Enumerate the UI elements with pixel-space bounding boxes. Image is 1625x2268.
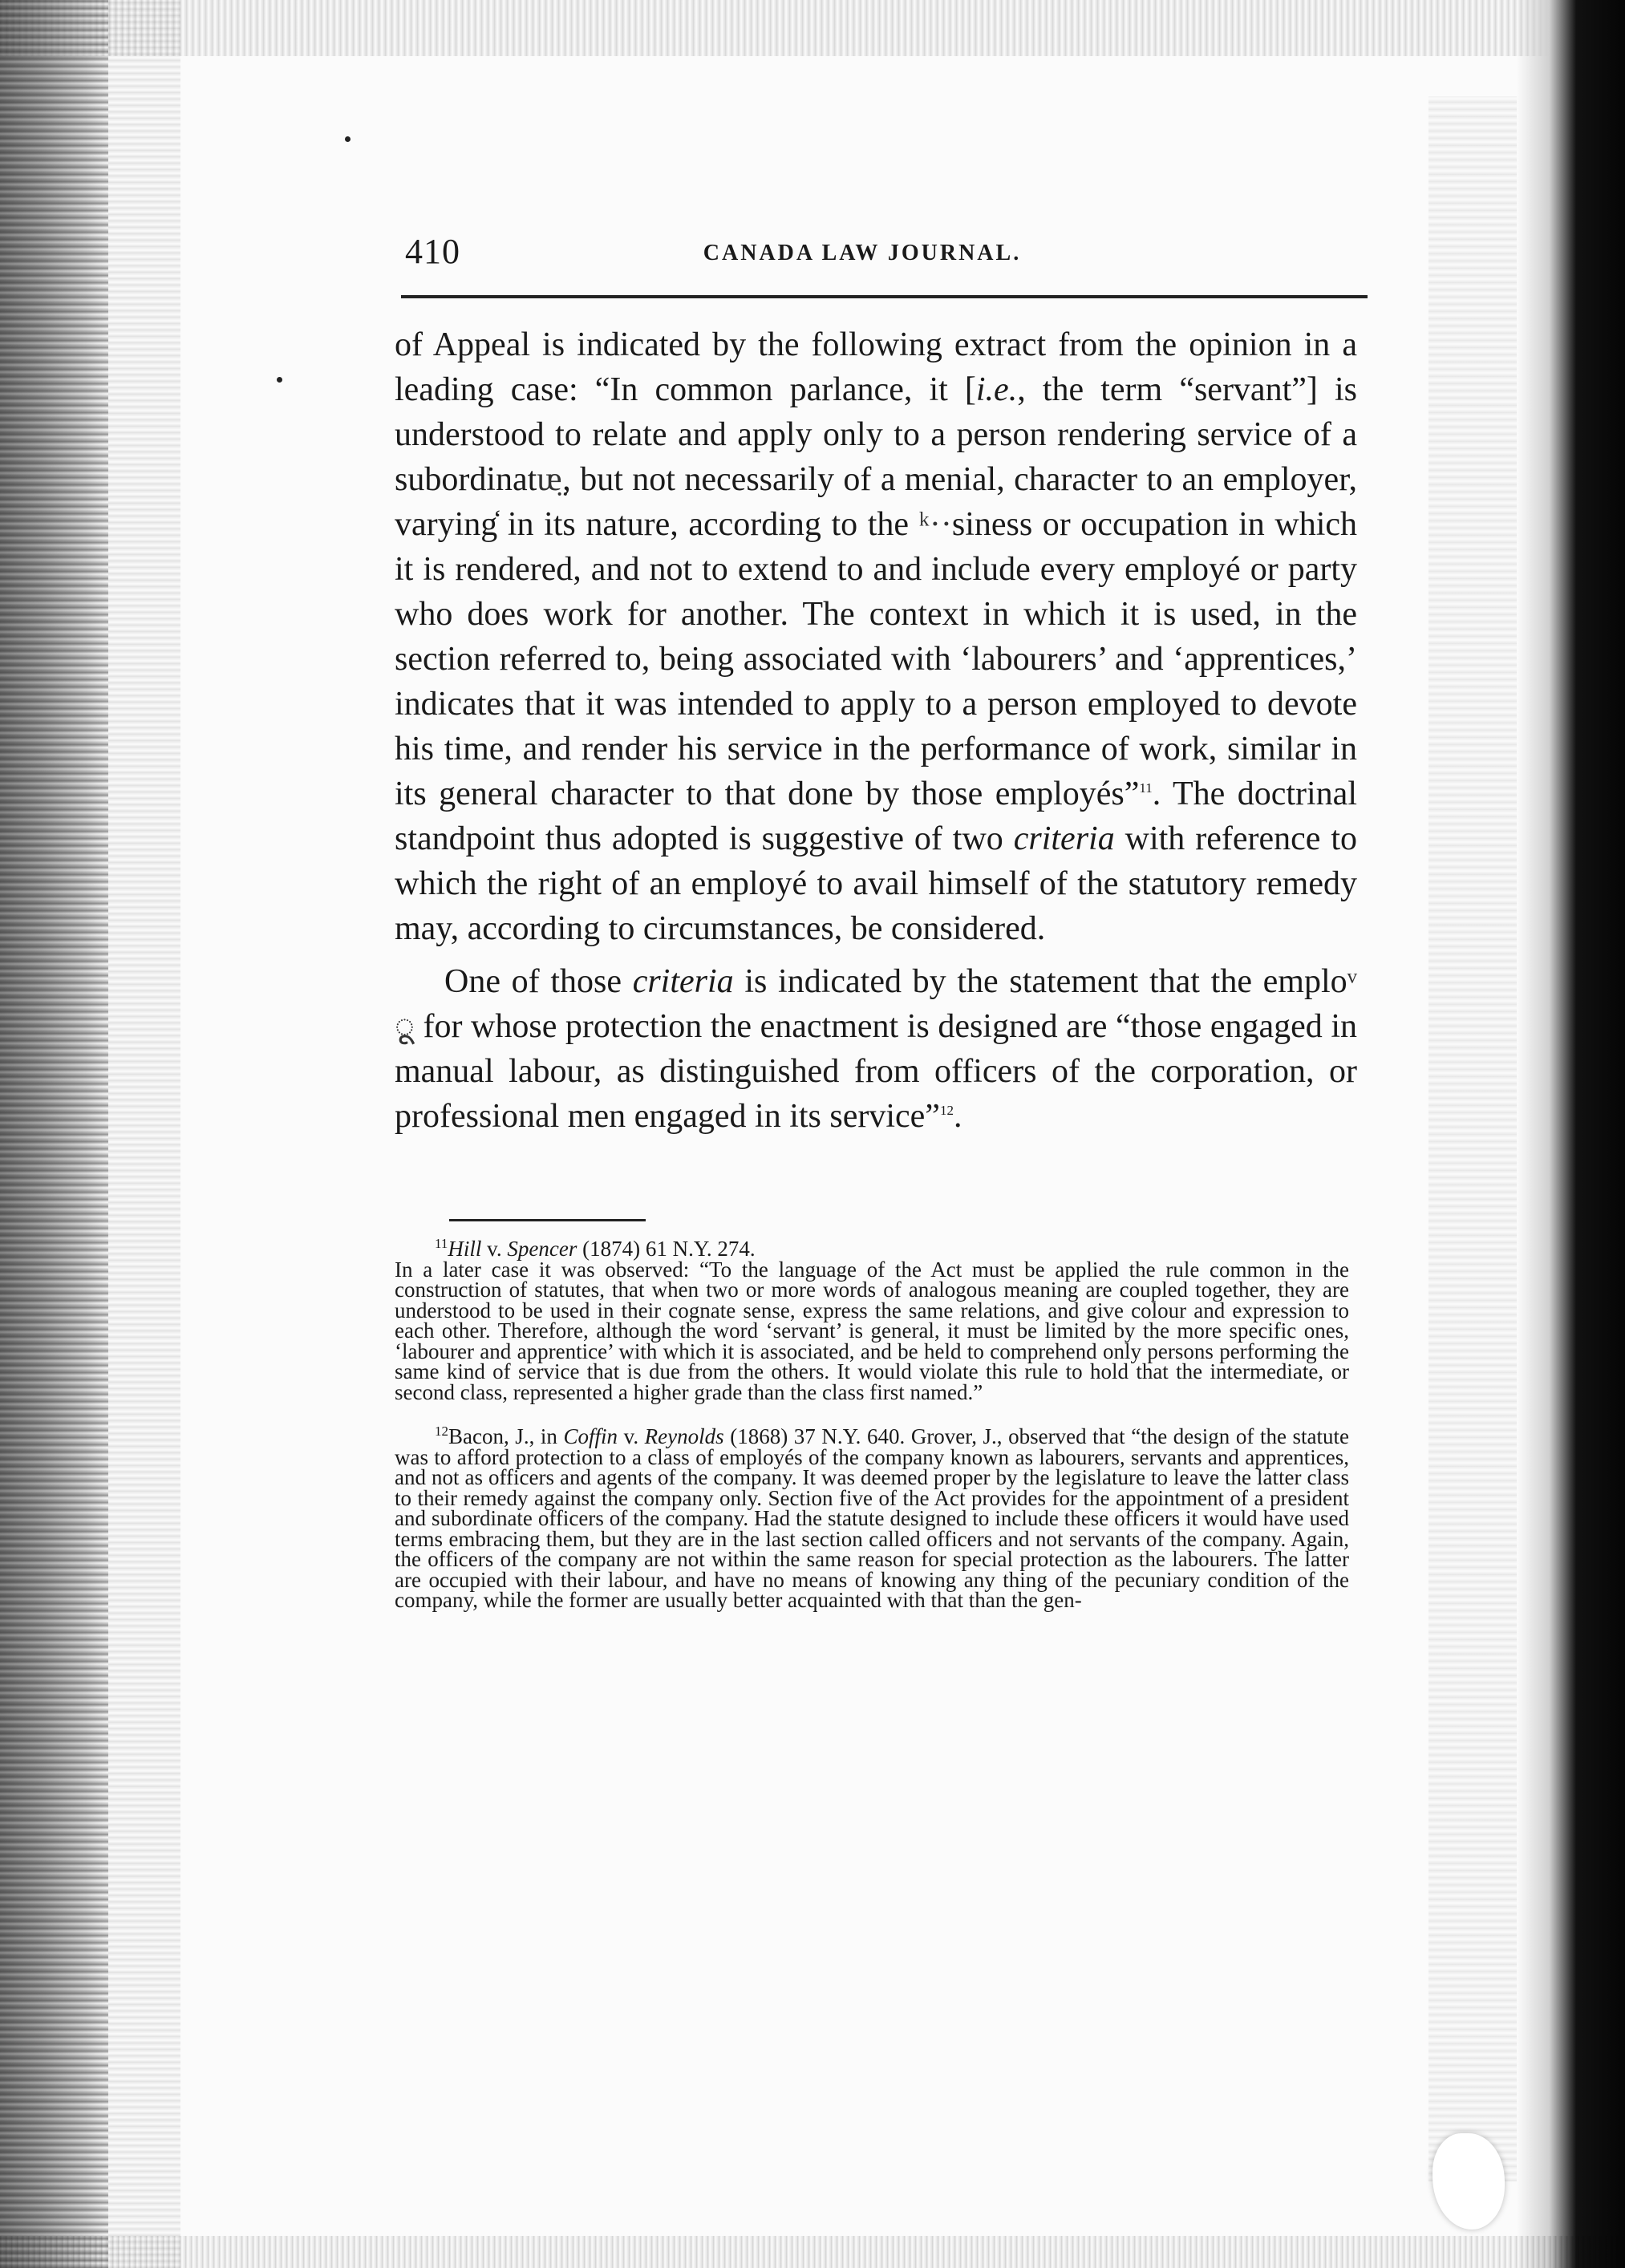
garbled-text: ᵛ ू	[395, 963, 1357, 1045]
text-run: . The doctrinal standpoint thus adopted is suggestive of two	[395, 776, 1357, 857]
text-run: One of those	[444, 963, 633, 1000]
footnotes	[395, 1236, 1349, 1612]
text-run: Bacon, J., in	[448, 1424, 564, 1448]
scan-shadow-right	[1428, 96, 1517, 2181]
garbled-text: ᵫ̤	[537, 461, 563, 498]
footnote-citation	[395, 1236, 1349, 1261]
text-run: , the term “servant”] is understood to relate and apply only to a person rendering service of a subordinat	[395, 371, 1357, 498]
scan-speck	[345, 136, 351, 142]
italic-text: criteria	[632, 963, 734, 1000]
text-run: is indicated by the statement that the emplo	[733, 963, 1347, 1000]
body-text	[395, 322, 1357, 1139]
scan-edge-right	[1517, 0, 1625, 2268]
case-name: Coffin	[563, 1424, 618, 1448]
garbled-text: ᵏ··	[918, 506, 952, 543]
footnote-reference: 11	[1139, 780, 1153, 796]
scan-speck	[277, 377, 282, 383]
case-name: Reynolds	[644, 1424, 724, 1448]
paragraph	[395, 322, 1357, 951]
text-run: with reference to which the right of an employé to avail himself of the statutory remedy may, according to circumstances, be considered.	[395, 820, 1357, 947]
scan-edge-left	[0, 0, 108, 2268]
text-run: of Appeal is indicated by the following extract from the opinion in a leading case: “In common parlance, it [	[395, 326, 1357, 408]
text-run: for whose protection the enactment is designed are “those engaged in manual labour, as distinguished from officers of the corporation, or professional men engaged in its service”	[395, 1008, 1357, 1135]
text-run: (1874) 61 N.Y. 274.	[577, 1237, 756, 1261]
footnote-rule	[449, 1219, 646, 1221]
scan-edge-top	[0, 0, 1625, 56]
text-run: siness or occupation in which it is rendered, and not to extend to and include every employé or party who does work for another. The context in which it is used, in the section referred to, being associated with ‘labourers’ and ‘apprentices,’ indicates that it was intended to apply to a person employed to devote his time, and render his service in the performance of work, similar in its general character to that done by those employés”	[395, 506, 1358, 812]
footnote-text	[395, 1424, 1349, 1612]
text-run: v.	[481, 1237, 508, 1261]
text-run: , but not necessarily of a menial, character to an employer, varying	[395, 461, 1357, 543]
footnote-12	[395, 1424, 1349, 1612]
text-run: v.	[618, 1424, 645, 1448]
journal-title: CANADA LAW JOURNAL.	[703, 241, 1022, 265]
text-run: .	[953, 1098, 962, 1135]
italic-text: i.e.	[975, 371, 1018, 408]
case-name: Hill	[448, 1237, 482, 1261]
case-name: Spencer	[507, 1237, 577, 1261]
text-run: (1868) 37 N.Y. 640. Grover, J., observed that “the design of the statute was to afford protection to a class of employés of the company known as labourers, servants and apprentices, and not as officers and agents of the company. It was deemed proper by the legislature to leave the latter class to their remedy against the company only. Section five of the Act provides for the appointment of a president and subordinate officers of the company. Had the statute designed to include these officers it would have used terms embracing them, but they are in the last section called officers and not servants of the company. Again, the officers of the company are not within the same reason for special protection as the labourers. The latter are occupied with their labour, and have no means of knowing any thing of the pecuniary condition of the company, while the former are usually better acquainted with that than the gen-	[395, 1424, 1349, 1612]
page-number: 410	[405, 232, 460, 271]
paragraph	[395, 959, 1357, 1139]
footnote-marker: 12	[435, 1424, 448, 1439]
running-head	[405, 226, 1368, 274]
scan-edge-bottom	[0, 2236, 1625, 2268]
header-rule	[401, 295, 1368, 298]
text-run: in its nature, according to the	[497, 506, 919, 543]
italic-text: criteria	[1013, 820, 1115, 857]
footnote-11	[395, 1236, 1349, 1404]
footnote-reference: 12	[939, 1103, 954, 1118]
footnote-text: In a later case it was observed: “To the language of the Act must be applied the rule common in the construction of statutes, that when two or more words of analogous meaning are coupled together, they are understood to be used in their cognate sense, express the same relations, and give colour and expression to each other. Therefore, although the word ‘servant’ is general, it must be limited by the more specific ones, ‘labourer and apprentice’ with which it is associated, and be held to comprehend only persons performing the same kind of service that is due from the others. It would violate this rule to hold that the intermediate, or second class, represented a higher grade than the class first named.”	[395, 1257, 1349, 1404]
scan-shadow-left	[108, 0, 180, 2268]
scan-blemish	[1433, 2133, 1505, 2230]
footnote-marker: 11	[435, 1236, 448, 1251]
